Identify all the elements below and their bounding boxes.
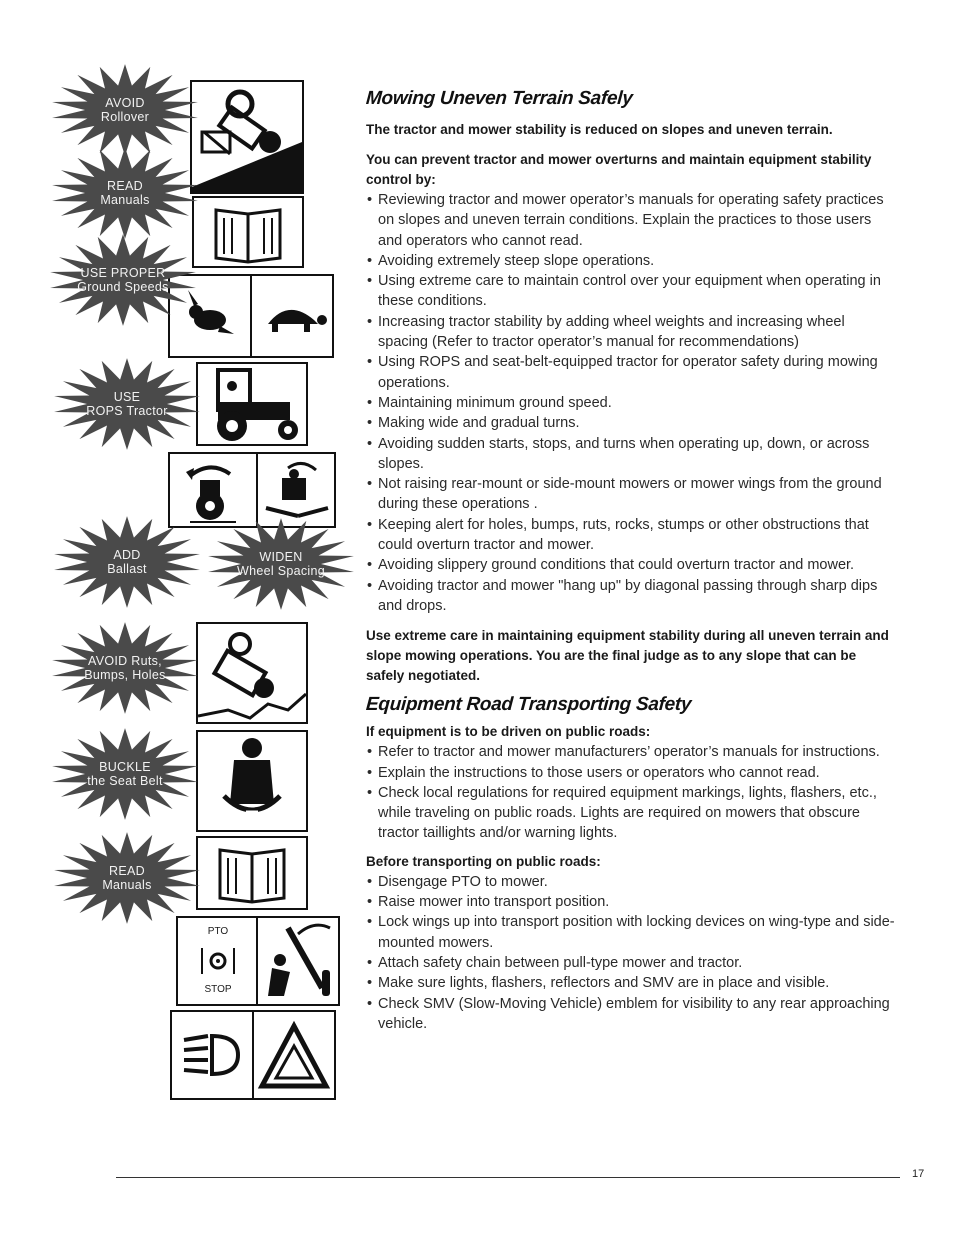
list-item: • Explain the instructions to those users or operators who cannot read. — [366, 763, 896, 783]
burst-widen-wheel-spacing — [206, 516, 356, 612]
seatbelt-icon — [198, 732, 306, 830]
rops-tractor-icon — [198, 364, 306, 444]
pto-stop-pictogram — [176, 916, 260, 1006]
burst-line1: AVOID Ruts, — [88, 654, 162, 668]
safety-pictograms-column — [0, 0, 360, 1235]
section-title-transport: Equipment Road Transporting Safety — [365, 694, 692, 716]
list-item: • Disengage PTO to mower. — [366, 872, 896, 892]
footer-rule — [116, 1177, 900, 1178]
speed-turtle-pictogram — [250, 274, 334, 358]
burst-read-manuals — [50, 145, 200, 241]
burst-line1: USE PROPER — [80, 266, 166, 280]
burst-read-manuals-2 — [52, 830, 202, 926]
burst-ground-speeds — [48, 232, 198, 328]
burst-line1: WIDEN — [259, 550, 303, 564]
burst-line1: BUCKLE — [99, 760, 151, 774]
burst-buckle-seat-belt — [50, 726, 200, 822]
burst-line1: USE — [113, 390, 141, 404]
turtle-icon — [252, 276, 332, 356]
list-item: • Raise mower into transport position. — [366, 892, 896, 912]
pto-hazard-pictogram — [256, 916, 340, 1006]
list-item: • Keeping alert for holes, bumps, ruts, rocks, stumps or other obstructions that could overturn tractor and mower. — [366, 515, 896, 556]
burst-line2: Ballast — [107, 562, 147, 576]
burst-line2: ROPS Tractor — [86, 404, 168, 418]
mowing-list — [366, 190, 896, 616]
transport-list-2 — [366, 872, 896, 1034]
list-item: • Avoiding extremely steep slope operations. — [366, 251, 896, 271]
list-item: • Check SMV (Slow-Moving Vehicle) emblem for visibility to any rear approaching vehicle. — [366, 994, 896, 1035]
list-item: • Make sure lights, flashers, reflectors and SMV are in place and visible. — [366, 973, 896, 993]
rollover-pictogram — [190, 80, 304, 194]
burst-line2: Ground Speeds — [77, 280, 169, 294]
stop-label: STOP — [204, 984, 232, 995]
list-item: • Not raising rear-mount or side-mount mowers or mower wings from the ground during these operations . — [366, 474, 896, 515]
burst-line2: the Seat Belt — [87, 774, 163, 788]
burst-line1: READ — [107, 179, 143, 193]
burst-line1: READ — [109, 864, 145, 878]
burst-line1: ADD — [113, 548, 141, 562]
section-closing: Use extreme care in maintaining equipment stability during all uneven terrain and slope mowing operations. You are the final judge as to any slope that can be safely negotiated. — [366, 628, 889, 684]
pto-label: PTO — [207, 926, 229, 937]
ruts-pictogram — [196, 622, 308, 724]
list-item: • Check local regulations for required equipment markings, lights, flashers, etc., while traveling on public roads. Lights are required on mowers that obscure tractor taillights and/or warning lights. — [366, 783, 896, 844]
list-item: • Refer to tractor and mower manufacturers’ operator’s manuals for instructions. — [366, 742, 896, 762]
manual-pictogram-2 — [196, 836, 308, 910]
main-text-column — [366, 88, 896, 1034]
list-item: • Using extreme care to maintain control over your equipment when operating in these conditions. — [366, 271, 896, 312]
transport-list-1 — [366, 742, 896, 843]
list-item: • Avoiding tractor and mower "hang up" by diagonal passing through sharp dips and drops. — [366, 576, 896, 617]
page-number: 17 — [912, 1168, 925, 1180]
list-item: • Making wide and gradual turns. — [366, 413, 896, 433]
burst-add-ballast — [52, 514, 202, 610]
ruts-icon — [198, 624, 306, 722]
list-item: • Lock wings up into transport position with locking devices on wing-type and side-mounted mowers. — [366, 912, 896, 953]
section-title-mowing: Mowing Uneven Terrain Safely — [365, 88, 634, 109]
burst-line2: Manuals — [102, 878, 152, 892]
burst-avoid-rollover — [50, 62, 200, 158]
seatbelt-pictogram — [196, 730, 308, 832]
rops-tractor-pictogram — [196, 362, 308, 446]
burst-line2: Manuals — [100, 193, 150, 207]
section-intro: The tractor and mower stability is reduced on slopes and uneven terrain. — [366, 122, 833, 137]
section-lead: You can prevent tractor and mower overturns and maintain equipment stability control by: — [366, 152, 872, 187]
list-item: • Increasing tractor stability by adding wheel weights and increasing wheel spacing (Refer to tractor operator’s manual for recommendations) — [366, 312, 896, 353]
pto-hazard-icon — [258, 918, 338, 1004]
transport-subheading-1: If equipment is to be driven on public roads: — [366, 724, 651, 740]
warning-triangle-icon — [254, 1012, 334, 1098]
list-item: • Attach safety chain between pull-type mower and tractor. — [366, 953, 896, 973]
list-item: • Maintaining minimum ground speed. — [366, 393, 896, 413]
list-item: • Reviewing tractor and mower operator’s manuals for operating safety practices on slopes and uneven terrain conditions. Explain the practices to those users and operators who cannot read. — [366, 190, 896, 251]
list-item: • Using ROPS and seat-belt-equipped tractor for operator safety during mowing operations. — [366, 352, 896, 393]
burst-rops-tractor — [52, 356, 202, 452]
headlight-pictogram — [170, 1010, 254, 1100]
list-item: • Avoiding sudden starts, stops, and turns when operating up, down, or across slopes. — [366, 434, 896, 475]
burst-line2: Wheel Spacing — [237, 564, 325, 578]
transport-subheading-2: Before transporting on public roads: — [366, 853, 601, 869]
burst-line1: AVOID — [105, 96, 145, 110]
headlight-icon — [172, 1012, 252, 1098]
manual-icon — [198, 838, 306, 908]
burst-avoid-ruts — [50, 620, 200, 716]
burst-line2: Rollover — [100, 110, 150, 124]
list-item: • Avoiding slippery ground conditions that could overturn tractor and mower. — [366, 555, 896, 575]
manual-icon — [194, 198, 302, 266]
burst-line2: Bumps, Holes — [84, 668, 166, 682]
warning-triangle-pictogram — [252, 1010, 336, 1100]
rollover-icon — [192, 82, 302, 192]
manual-pictogram-1 — [192, 196, 304, 268]
